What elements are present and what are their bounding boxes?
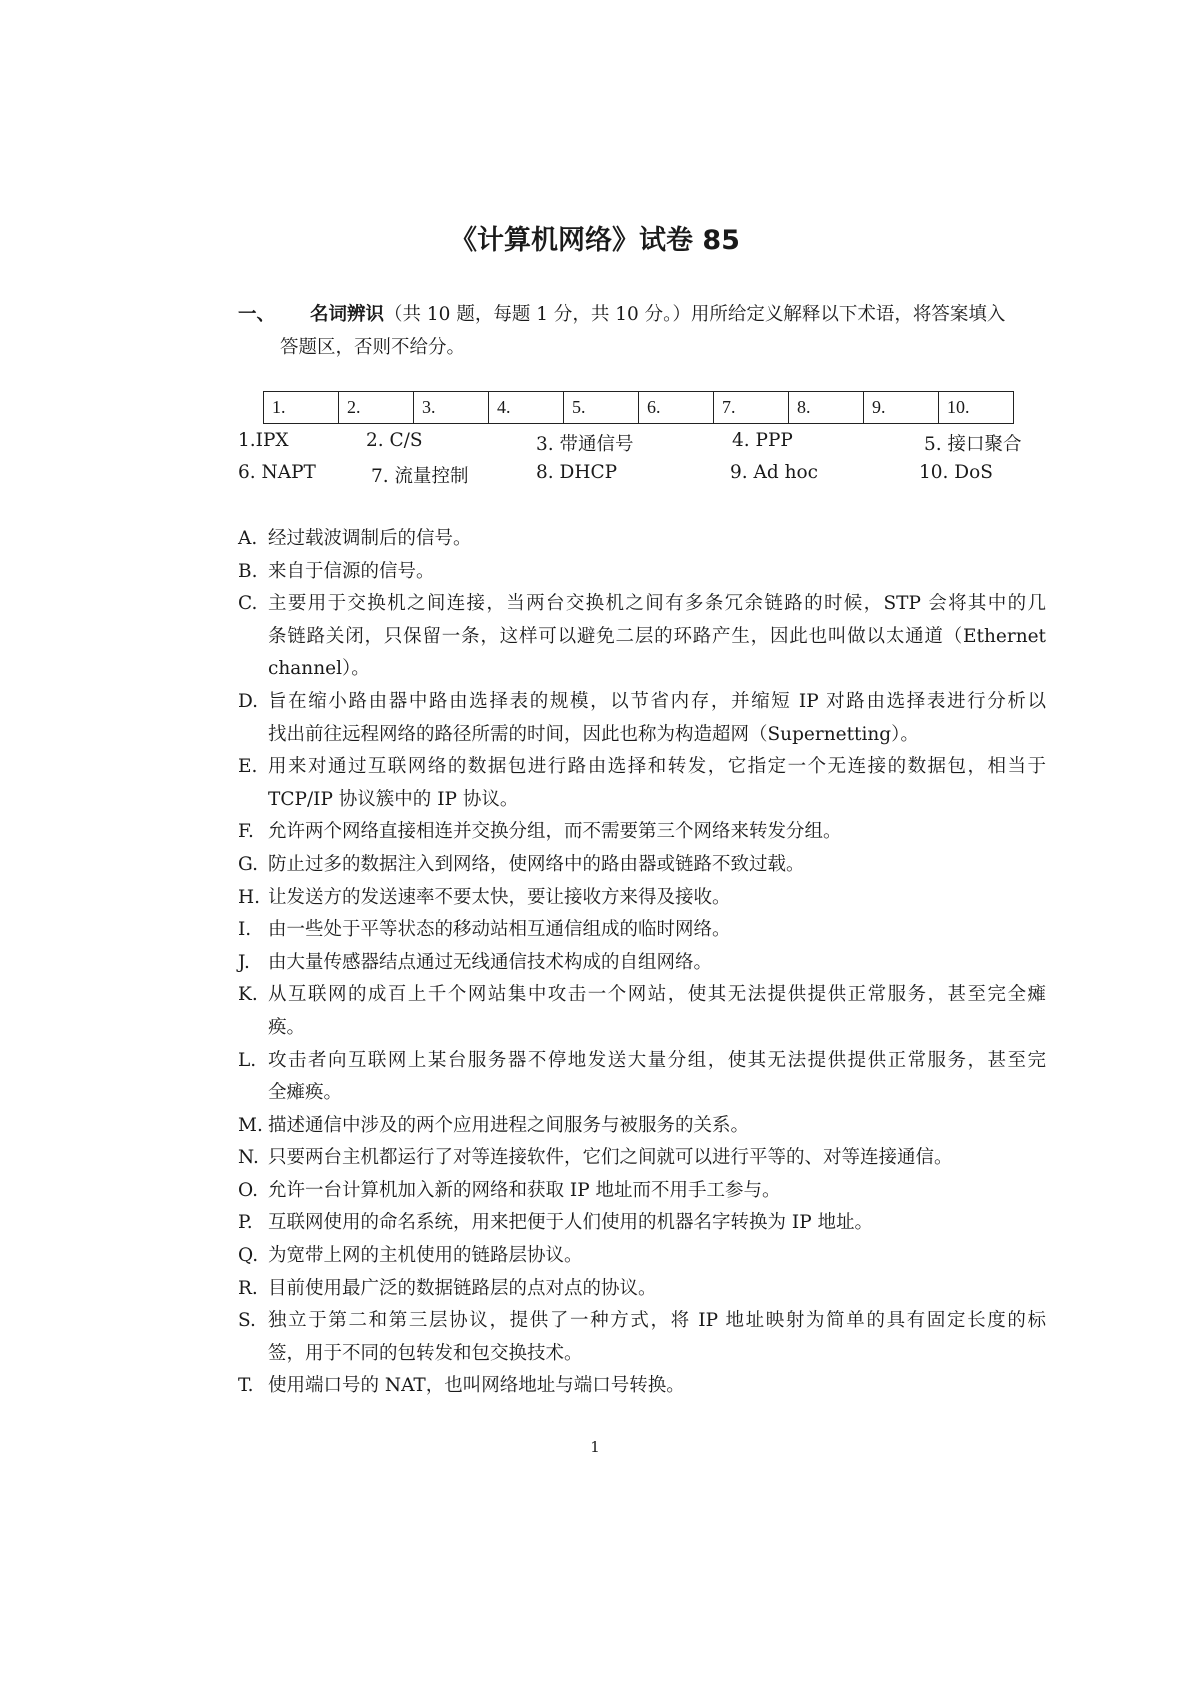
definition-text: [268, 686, 1046, 751]
term: 2. C/S: [366, 430, 423, 451]
definition-line: 条链路关闭，只保留一条，这样可以避免二层的环路产生，因此也叫做以太通道（Ethernet: [268, 625, 1046, 647]
definition-line: 主要用于交换机之间连接，当两台交换机之间有多条冗余链路的时候，STP 会将其中的几: [268, 593, 1046, 615]
answer-cell[interactable]: 4.: [489, 392, 564, 424]
definition-line: 使用端口号的 NAT，也叫网络地址与端口号转换。: [268, 1375, 685, 1397]
term: 10. DoS: [919, 462, 993, 483]
answer-cell[interactable]: 1.: [264, 392, 339, 424]
definition-key: J.: [238, 951, 250, 973]
definition-text: [268, 1273, 1046, 1306]
definition-text: [268, 1240, 1046, 1273]
term: 7. 流量控制: [371, 466, 469, 487]
definition-text: [268, 816, 1046, 849]
answer-table: [263, 391, 1014, 424]
answer-cell[interactable]: 5.: [564, 392, 639, 424]
definition-line: 描述通信中涉及的两个应用进程之间服务与被服务的关系。: [268, 1114, 750, 1136]
answer-cell[interactable]: 3.: [414, 392, 489, 424]
definition-item: [238, 1240, 1046, 1273]
definition-key: G.: [238, 853, 258, 875]
definition-text: [268, 979, 1046, 1044]
definition-item: [238, 1370, 1046, 1403]
definition-line: 找出前往远程网络的路径所需的时间，因此也称为构造超网（Supernetting）。: [268, 723, 919, 745]
definition-text: [268, 1305, 1046, 1370]
definition-line: 允许两个网络直接相连并交换分组，而不需要第三个网络来转发分组。: [268, 821, 842, 843]
definition-line: 用来对通过互联网络的数据包进行路由选择和转发，它指定一个无连接的数据包，相当于: [268, 756, 1046, 778]
definition-item: [238, 588, 1046, 686]
definition-key: D.: [238, 690, 259, 712]
definition-key: I.: [238, 919, 252, 941]
section-heading: 名词辨识: [310, 304, 385, 325]
definition-key: S.: [238, 1310, 256, 1332]
definition-line: 只要两台主机都运行了对等连接软件，它们之间就可以进行平等的、对等连接通信。: [268, 1147, 953, 1169]
answer-cell[interactable]: 2.: [339, 392, 414, 424]
definition-text: [268, 1370, 1046, 1403]
definition-text: [268, 849, 1046, 882]
definition-text: [268, 556, 1046, 589]
definition-key: Q.: [238, 1245, 259, 1267]
definition-line: 经过载波调制后的信号。: [268, 528, 472, 549]
definition-text: [268, 1207, 1046, 1240]
definition-text: [268, 751, 1046, 816]
definition-key: K.: [238, 984, 258, 1006]
definition-text: [268, 882, 1046, 915]
definition-text: [268, 588, 1046, 686]
answer-cell[interactable]: 6.: [639, 392, 714, 424]
definition-line: 痪。: [268, 1016, 306, 1038]
definition-key: E.: [238, 756, 258, 778]
definition-item: [238, 979, 1046, 1044]
definition-item: [238, 882, 1046, 915]
definition-line: 目前使用最广泛的数据链路层的点对点的协议。: [268, 1277, 657, 1299]
definition-text: [268, 1045, 1046, 1110]
definition-item: [238, 1045, 1046, 1110]
answer-cell[interactable]: 7.: [714, 392, 789, 424]
definition-text: [268, 914, 1046, 947]
definition-key: M.: [238, 1114, 263, 1136]
definition-text: [268, 1110, 1046, 1143]
definition-key: R.: [238, 1277, 258, 1299]
definition-item: [238, 1142, 1046, 1175]
term: 8. DHCP: [536, 462, 618, 483]
definition-key: P.: [238, 1212, 253, 1234]
definition-line: 互联网使用的命名系统，用来把便于人们使用的机器名字转换为 IP 地址。: [268, 1212, 874, 1234]
definition-list: [238, 523, 1046, 1403]
definition-item: [238, 849, 1046, 882]
section-instructions-cont: 答题区，否则不给分。: [280, 337, 466, 358]
term: 9. Ad hoc: [730, 462, 819, 483]
definition-key: C.: [238, 593, 258, 615]
definition-key: A.: [238, 528, 258, 549]
definition-item: [238, 556, 1046, 589]
definition-item: [238, 686, 1046, 751]
definition-line: channel）。: [268, 658, 370, 680]
definition-line: 允许一台计算机加入新的网络和获取 IP 地址而不用手工参与。: [268, 1179, 781, 1201]
definition-line: 由一些处于平等状态的移动站相互通信组成的临时网络。: [268, 919, 731, 941]
definition-item: [238, 1175, 1046, 1208]
definition-text: [268, 523, 1046, 556]
definition-item: [238, 751, 1046, 816]
definition-key: N.: [238, 1147, 259, 1169]
section-number: 一、: [238, 304, 276, 325]
definition-line: 从互联网的成百上千个网站集中攻击一个网站，使其无法提供提供正常服务，甚至完全瘫: [268, 984, 1046, 1006]
answer-cell[interactable]: 10.: [939, 392, 1014, 424]
answer-cell[interactable]: 9.: [864, 392, 939, 424]
definition-key: B.: [238, 560, 258, 582]
section-header: [238, 298, 1048, 364]
definition-text: [268, 947, 1046, 980]
definition-line: 由大量传感器结点通过无线通信技术构成的自组网络。: [268, 951, 713, 973]
term: 3. 带通信号: [536, 434, 634, 455]
term: 1.IPX: [238, 430, 289, 451]
page-number: 1: [590, 1438, 600, 1456]
section-instructions: （共 10 题，每题 1 分，共 10 分。）用所给定义解释以下术语，将答案填入: [384, 304, 1006, 325]
definition-text: [268, 1175, 1046, 1208]
definition-line: 攻击者向互联网上某台服务器不停地发送大量分组，使其无法提供提供正常服务，甚至完: [268, 1049, 1046, 1071]
definition-line: 独立于第二和第三层协议，提供了一种方式，将 IP 地址映射为简单的具有固定长度的标: [268, 1310, 1046, 1332]
definition-line: 为宽带上网的主机使用的链路层协议。: [268, 1245, 583, 1267]
definition-key: O.: [238, 1179, 258, 1201]
definition-line: 防止过多的数据注入到网络，使网络中的路由器或链路不致过载。: [268, 853, 805, 875]
definition-item: [238, 523, 1046, 556]
definition-key: F.: [238, 821, 254, 843]
term: 6. NAPT: [238, 462, 316, 483]
definition-line: 全瘫痪。: [268, 1082, 343, 1104]
term: 5. 接口聚合: [924, 434, 1022, 455]
definition-key: H.: [238, 886, 261, 908]
definition-key: T.: [238, 1375, 254, 1397]
definition-item: [238, 1110, 1046, 1143]
definition-line: 让发送方的发送速率不要太快，要让接收方来得及接收。: [268, 886, 731, 908]
answer-cell[interactable]: 8.: [789, 392, 864, 424]
definition-item: [238, 914, 1046, 947]
definition-line: 来自于信源的信号。: [268, 560, 435, 582]
definition-item: [238, 816, 1046, 849]
definition-text: [268, 1142, 1046, 1175]
definition-line: TCP/IP 协议簇中的 IP 协议。: [268, 788, 519, 810]
definition-line: 旨在缩小路由器中路由选择表的规模，以节省内存，并缩短 IP 对路由选择表进行分析以: [268, 690, 1046, 712]
definition-line: 签，用于不同的包转发和包交换技术。: [268, 1342, 583, 1364]
definition-item: [238, 1305, 1046, 1370]
term: 4. PPP: [732, 430, 793, 451]
definition-item: [238, 1207, 1046, 1240]
definition-key: L.: [238, 1049, 257, 1071]
page-title: 《计算机网络》试卷 85: [450, 225, 740, 256]
definition-item: [238, 1273, 1046, 1306]
definition-item: [238, 947, 1046, 980]
